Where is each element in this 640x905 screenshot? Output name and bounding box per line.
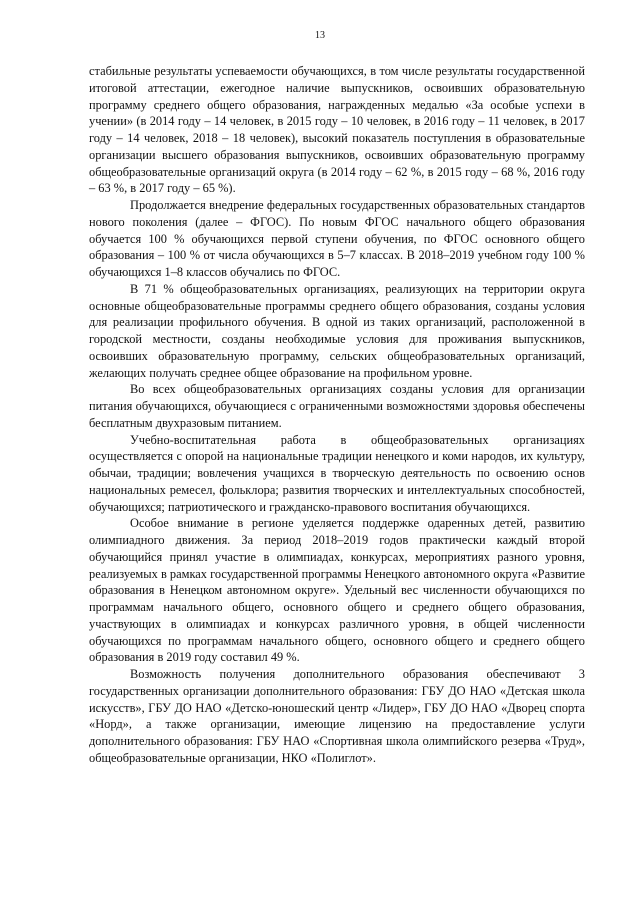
paragraph-1: стабильные результаты успеваемости обучающихся, в том числе результаты государственной итоговой аттестации, ежегодное наличие выпускников, освоивших образовательную программу среднего общего образования, награжденных медалью «За особые успехи в учении» (в 2014 году – 14 человек, в 2015 году – 10 человек, в 2016 году – 11 человек, в 2017 году – 14 человек, 2018 – 18 человек), высокий показатель поступления в образовательные организации высшего образования выпускников, освоивших образовательную программу общеобразовательные организаций округа (в 2014 году – 62 %, в 2015 году – 68 %, 2016 году – 63 %, в 2017 году – 65 %). — [89, 64, 585, 196]
paragraph-6: Особое внимание в регионе уделяется поддержке одаренных детей, развитию олимпиадного движения. За период 2018–2019 годов практически каждый второй обучающийся принял участие в олимпиадах, конкурсах, мероприятиях разного уровня, реализуемых в рамках государственной программы Ненецкого автономного округа «Развитие образования в Ненецком автономном округе». Удельный вес численности обучающихся по программам начального общего, основного общего и среднего общего образования, участвующих в олимпиадах и конкурсах различного уровня, в общей численности обучающихся по программам начального общего, основного общего и среднего общего образования в 2019 году составил 49 %. — [89, 516, 585, 665]
paragraph-3: В 71 % общеобразовательных организациях, реализующих на территории округа основные общеобразовательные программы среднего общего образования, созданы условия для реализации профильного обучения. В одной из таких организаций, расположенной в городской местности, созданы необходимые условия для проживания выпускников, освоивших образовательную программу, сельских общеобразовательных организаций, желающих получать среднее общее образование на профильном уровне. — [89, 281, 585, 380]
paragraph-2: Продолжается внедрение федеральных государственных образовательных стандартов нового поколения (далее – ФГОС). По новым ФГОС начального общего образования обучается 100 % обучающихся первой ступени обучения, по ФГОС основного общего образования – 100 % от числа обучающихся в 5–7 классах. В 2018–2019 учебном году 100 % обучающихся 1–8 классов обучались по ФГОС. — [89, 198, 585, 279]
paragraph-7: Возможность получения дополнительного образования обеспечивают 3 государственных организации дополнительного образования: ГБУ ДО НАО «Детская школа искусств», ГБУ ДО НАО «Детско-юношеский центр «Лидер», ГБУ ДО НАО «Дворец спорта «Норд», а также организации, имеющие лицензию на предоставление услуги дополнительного образования: ГБУ НАО «Спортивная школа олимпийского резерва «Труд», общеобразовательные организации, НКО «Полиглот». — [89, 667, 585, 765]
document-body — [89, 63, 585, 767]
paragraph-5: Учебно-воспитательная работа в общеобразовательных организациях осуществляется с опорой на национальные традиции ненецкого и коми народов, их культуру, обычаи, традиции; вовлечения учащихся в творческую деятельность по освоению основ национальных ремесел, фольклора; развития творческих и интеллектуальных способностей, обучающихся; патриотического и гражданско-правового воспитания обучающихся. — [89, 432, 585, 514]
paragraph-4: Во всех общеобразовательных организациях созданы условия для организации питания обучающихся, обучающиеся с ограниченными возможностями здоровья обеспечены бесплатным двухразовым питанием. — [89, 382, 585, 430]
page-number: 13 — [315, 30, 325, 41]
